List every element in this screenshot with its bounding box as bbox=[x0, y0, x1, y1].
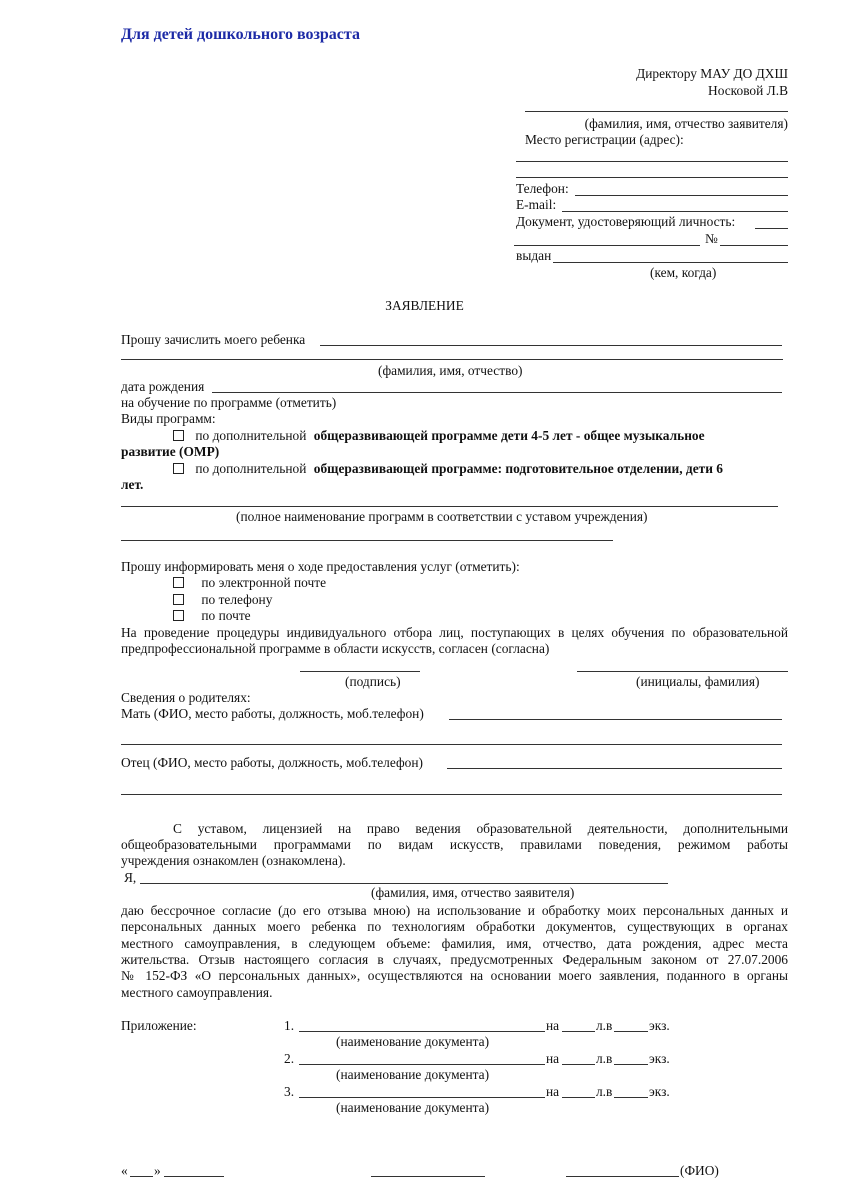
registration-label: Место регистрации (адрес): bbox=[525, 132, 684, 147]
attachment-1-na: на bbox=[546, 1018, 560, 1033]
consent-fio-line[interactable] bbox=[140, 883, 668, 884]
email-label: E-mail: bbox=[516, 197, 557, 212]
date-day-line[interactable] bbox=[130, 1176, 153, 1177]
document-title: ЗАЯВЛЕНИЕ bbox=[385, 298, 464, 313]
program-kinds-label: Виды программ: bbox=[121, 411, 216, 426]
inform-mail-checkbox[interactable] bbox=[173, 610, 184, 621]
addressee-line-2: Носковой Л.В bbox=[708, 83, 788, 98]
attachment-3-ekz: экз. bbox=[649, 1084, 670, 1099]
id-document-line[interactable] bbox=[755, 228, 788, 229]
email-line[interactable] bbox=[562, 211, 788, 212]
program-1-prefix: по дополнительной bbox=[195, 428, 307, 443]
program-name-hint: (полное наименование программ в соответствии с уставом учреждения) bbox=[236, 509, 648, 524]
attachment-3-number: 3. bbox=[284, 1084, 295, 1099]
consent-text-line-2: персональных данных моего ребенка по технологиям обработки документов, существующих в органах bbox=[121, 919, 788, 934]
attachment-3-na: на bbox=[546, 1084, 560, 1099]
date-quote-close: » bbox=[154, 1163, 161, 1178]
signature-hint: (подпись) bbox=[345, 674, 401, 689]
attachment-3-hint: (наименование документа) bbox=[336, 1100, 490, 1115]
attachment-1-copies-line[interactable] bbox=[614, 1031, 648, 1032]
selection-text-line-2: предпрофессиональной программе в области искусств, согласен (согласна) bbox=[121, 641, 550, 656]
footer-signature-line[interactable] bbox=[371, 1176, 485, 1177]
enroll-intro: Прошу зачислить моего ребенка bbox=[121, 332, 306, 347]
attachment-1-number: 1. bbox=[284, 1018, 295, 1033]
consent-text-line-5: № 152-ФЗ «О персональных данных», осуществляются на основании моего заявления, поданного в органы bbox=[121, 968, 788, 983]
child-fio-hint: (фамилия, имя, отчество) bbox=[378, 363, 523, 378]
signature-line[interactable] bbox=[300, 671, 420, 672]
issued-line[interactable] bbox=[553, 262, 788, 263]
inform-option-email[interactable]: по электронной почте bbox=[173, 576, 326, 589]
birth-date-line[interactable] bbox=[212, 392, 782, 393]
attachment-2-hint: (наименование документа) bbox=[336, 1067, 490, 1082]
inform-option-phone[interactable]: по телефону bbox=[173, 593, 272, 606]
program-name-line-2[interactable] bbox=[121, 540, 613, 541]
attachment-1-name-line[interactable] bbox=[299, 1031, 545, 1032]
attachment-2-ekz: экз. bbox=[649, 1051, 670, 1066]
program-2-title: общеразвивающей программе: подготовительное отделении, дети 6 bbox=[313, 461, 723, 476]
charter-text-line-1: С уставом, лицензией на право ведения образовательной деятельности, дополнительными bbox=[173, 821, 788, 836]
date-month-line[interactable] bbox=[164, 1176, 224, 1177]
inform-email-checkbox[interactable] bbox=[173, 577, 184, 588]
phone-line[interactable] bbox=[575, 195, 788, 196]
attachment-1-ekz: экз. bbox=[649, 1018, 670, 1033]
attachment-1-pages-line[interactable] bbox=[562, 1031, 595, 1032]
program-label: на обучение по программе (отметить) bbox=[121, 395, 337, 410]
attachment-2-copies-line[interactable] bbox=[614, 1064, 648, 1065]
birth-date-label: дата рождения bbox=[121, 379, 205, 394]
attachment-2-na: на bbox=[546, 1051, 560, 1066]
consent-text-line-4: жительства. Отзыв настоящего согласия в случаях, предусмотренных Федеральным законом от 27.07.2006 bbox=[121, 952, 788, 967]
initials-hint: (инициалы, фамилия) bbox=[636, 674, 760, 689]
parents-label: Сведения о родителях: bbox=[121, 690, 251, 705]
issued-label: выдан bbox=[516, 248, 552, 263]
applicant-fio-line[interactable] bbox=[525, 111, 788, 112]
program-1-row bbox=[173, 429, 705, 442]
program-name-line[interactable] bbox=[121, 506, 778, 507]
attachment-3-pages-line[interactable] bbox=[562, 1097, 595, 1098]
program-2-row bbox=[173, 462, 723, 475]
program-1-title-cont: развитие (ОМР) bbox=[121, 444, 220, 459]
issued-hint: (кем, когда) bbox=[650, 265, 717, 280]
program-1-title: общеразвивающей программе дети 4-5 лет - общее музыкальное bbox=[313, 428, 705, 443]
program-1-checkbox[interactable] bbox=[173, 430, 184, 441]
addressee-line-1: Директору МАУ ДО ДХШ bbox=[636, 66, 788, 81]
inform-phone-checkbox[interactable] bbox=[173, 594, 184, 605]
id-number-line[interactable] bbox=[720, 245, 788, 246]
number-label: № bbox=[705, 231, 718, 246]
applicant-fio-hint: (фамилия, имя, отчество заявителя) bbox=[584, 116, 788, 131]
attachment-3-copies-line[interactable] bbox=[614, 1097, 648, 1098]
consent-i: Я, bbox=[124, 870, 137, 885]
id-series-line[interactable] bbox=[514, 245, 700, 246]
consent-text-line-3: местного самоуправления, в следующем объеме: фамилия, имя, отчество, дата рождения, адрес места bbox=[121, 936, 788, 951]
father-line-2[interactable] bbox=[121, 794, 782, 795]
attachment-1-hint: (наименование документа) bbox=[336, 1034, 490, 1049]
id-document-label: Документ, удостоверяющий личность: bbox=[516, 214, 736, 229]
charter-text-line-2: общеобразовательными программами по видам искусств, правилами поведения, режимом работы bbox=[121, 837, 788, 852]
initials-line[interactable] bbox=[577, 671, 788, 672]
inform-label: Прошу информировать меня о ходе предоставления услуг (отметить): bbox=[121, 559, 520, 574]
program-2-prefix: по дополнительной bbox=[195, 461, 307, 476]
father-label: Отец (ФИО, место работы, должность, моб.телефон) bbox=[121, 755, 423, 770]
attachment-3-name-line[interactable] bbox=[299, 1097, 545, 1098]
mother-line[interactable] bbox=[449, 719, 782, 720]
registration-line-1[interactable] bbox=[516, 161, 788, 162]
father-line[interactable] bbox=[447, 768, 782, 769]
footer-fio-label: (ФИО) bbox=[680, 1163, 719, 1178]
consent-text-line-6: местного самоуправления. bbox=[121, 985, 273, 1000]
consent-text-line-1: даю бессрочное согласие (до его отзыва мною) на использование и обработку моих персональных данных и bbox=[121, 903, 788, 918]
registration-line-2[interactable] bbox=[516, 177, 788, 178]
selection-text-line-1: На проведение процедуры индивидуального отбора лиц, поступающих в целях обучения по образовательной bbox=[121, 625, 788, 640]
consent-fio-hint: (фамилия, имя, отчество заявителя) bbox=[371, 885, 575, 900]
attachment-2-lv: л.в bbox=[596, 1051, 613, 1066]
child-name-line-2[interactable] bbox=[121, 359, 783, 360]
attachment-2-pages-line[interactable] bbox=[562, 1064, 595, 1065]
charter-text-line-3: учреждения ознакомлен (ознакомлена). bbox=[121, 853, 346, 868]
program-2-title-cont: лет. bbox=[121, 477, 144, 492]
program-2-checkbox[interactable] bbox=[173, 463, 184, 474]
footer-fio-line[interactable] bbox=[566, 1176, 679, 1177]
attachment-2-name-line[interactable] bbox=[299, 1064, 545, 1065]
attachment-2-number: 2. bbox=[284, 1051, 295, 1066]
inform-option-mail[interactable]: по почте bbox=[173, 609, 251, 622]
mother-line-2[interactable] bbox=[121, 744, 782, 745]
form-category-title: Для детей дошкольного возраста bbox=[121, 26, 360, 43]
phone-label: Телефон: bbox=[516, 181, 569, 196]
attachment-1-lv: л.в bbox=[596, 1018, 613, 1033]
child-name-line[interactable] bbox=[320, 345, 782, 346]
attachments-label: Приложение: bbox=[121, 1018, 197, 1033]
attachment-3-lv: л.в bbox=[596, 1084, 613, 1099]
mother-label: Мать (ФИО, место работы, должность, моб.телефон) bbox=[121, 706, 424, 721]
date-quote-open: « bbox=[121, 1163, 128, 1178]
